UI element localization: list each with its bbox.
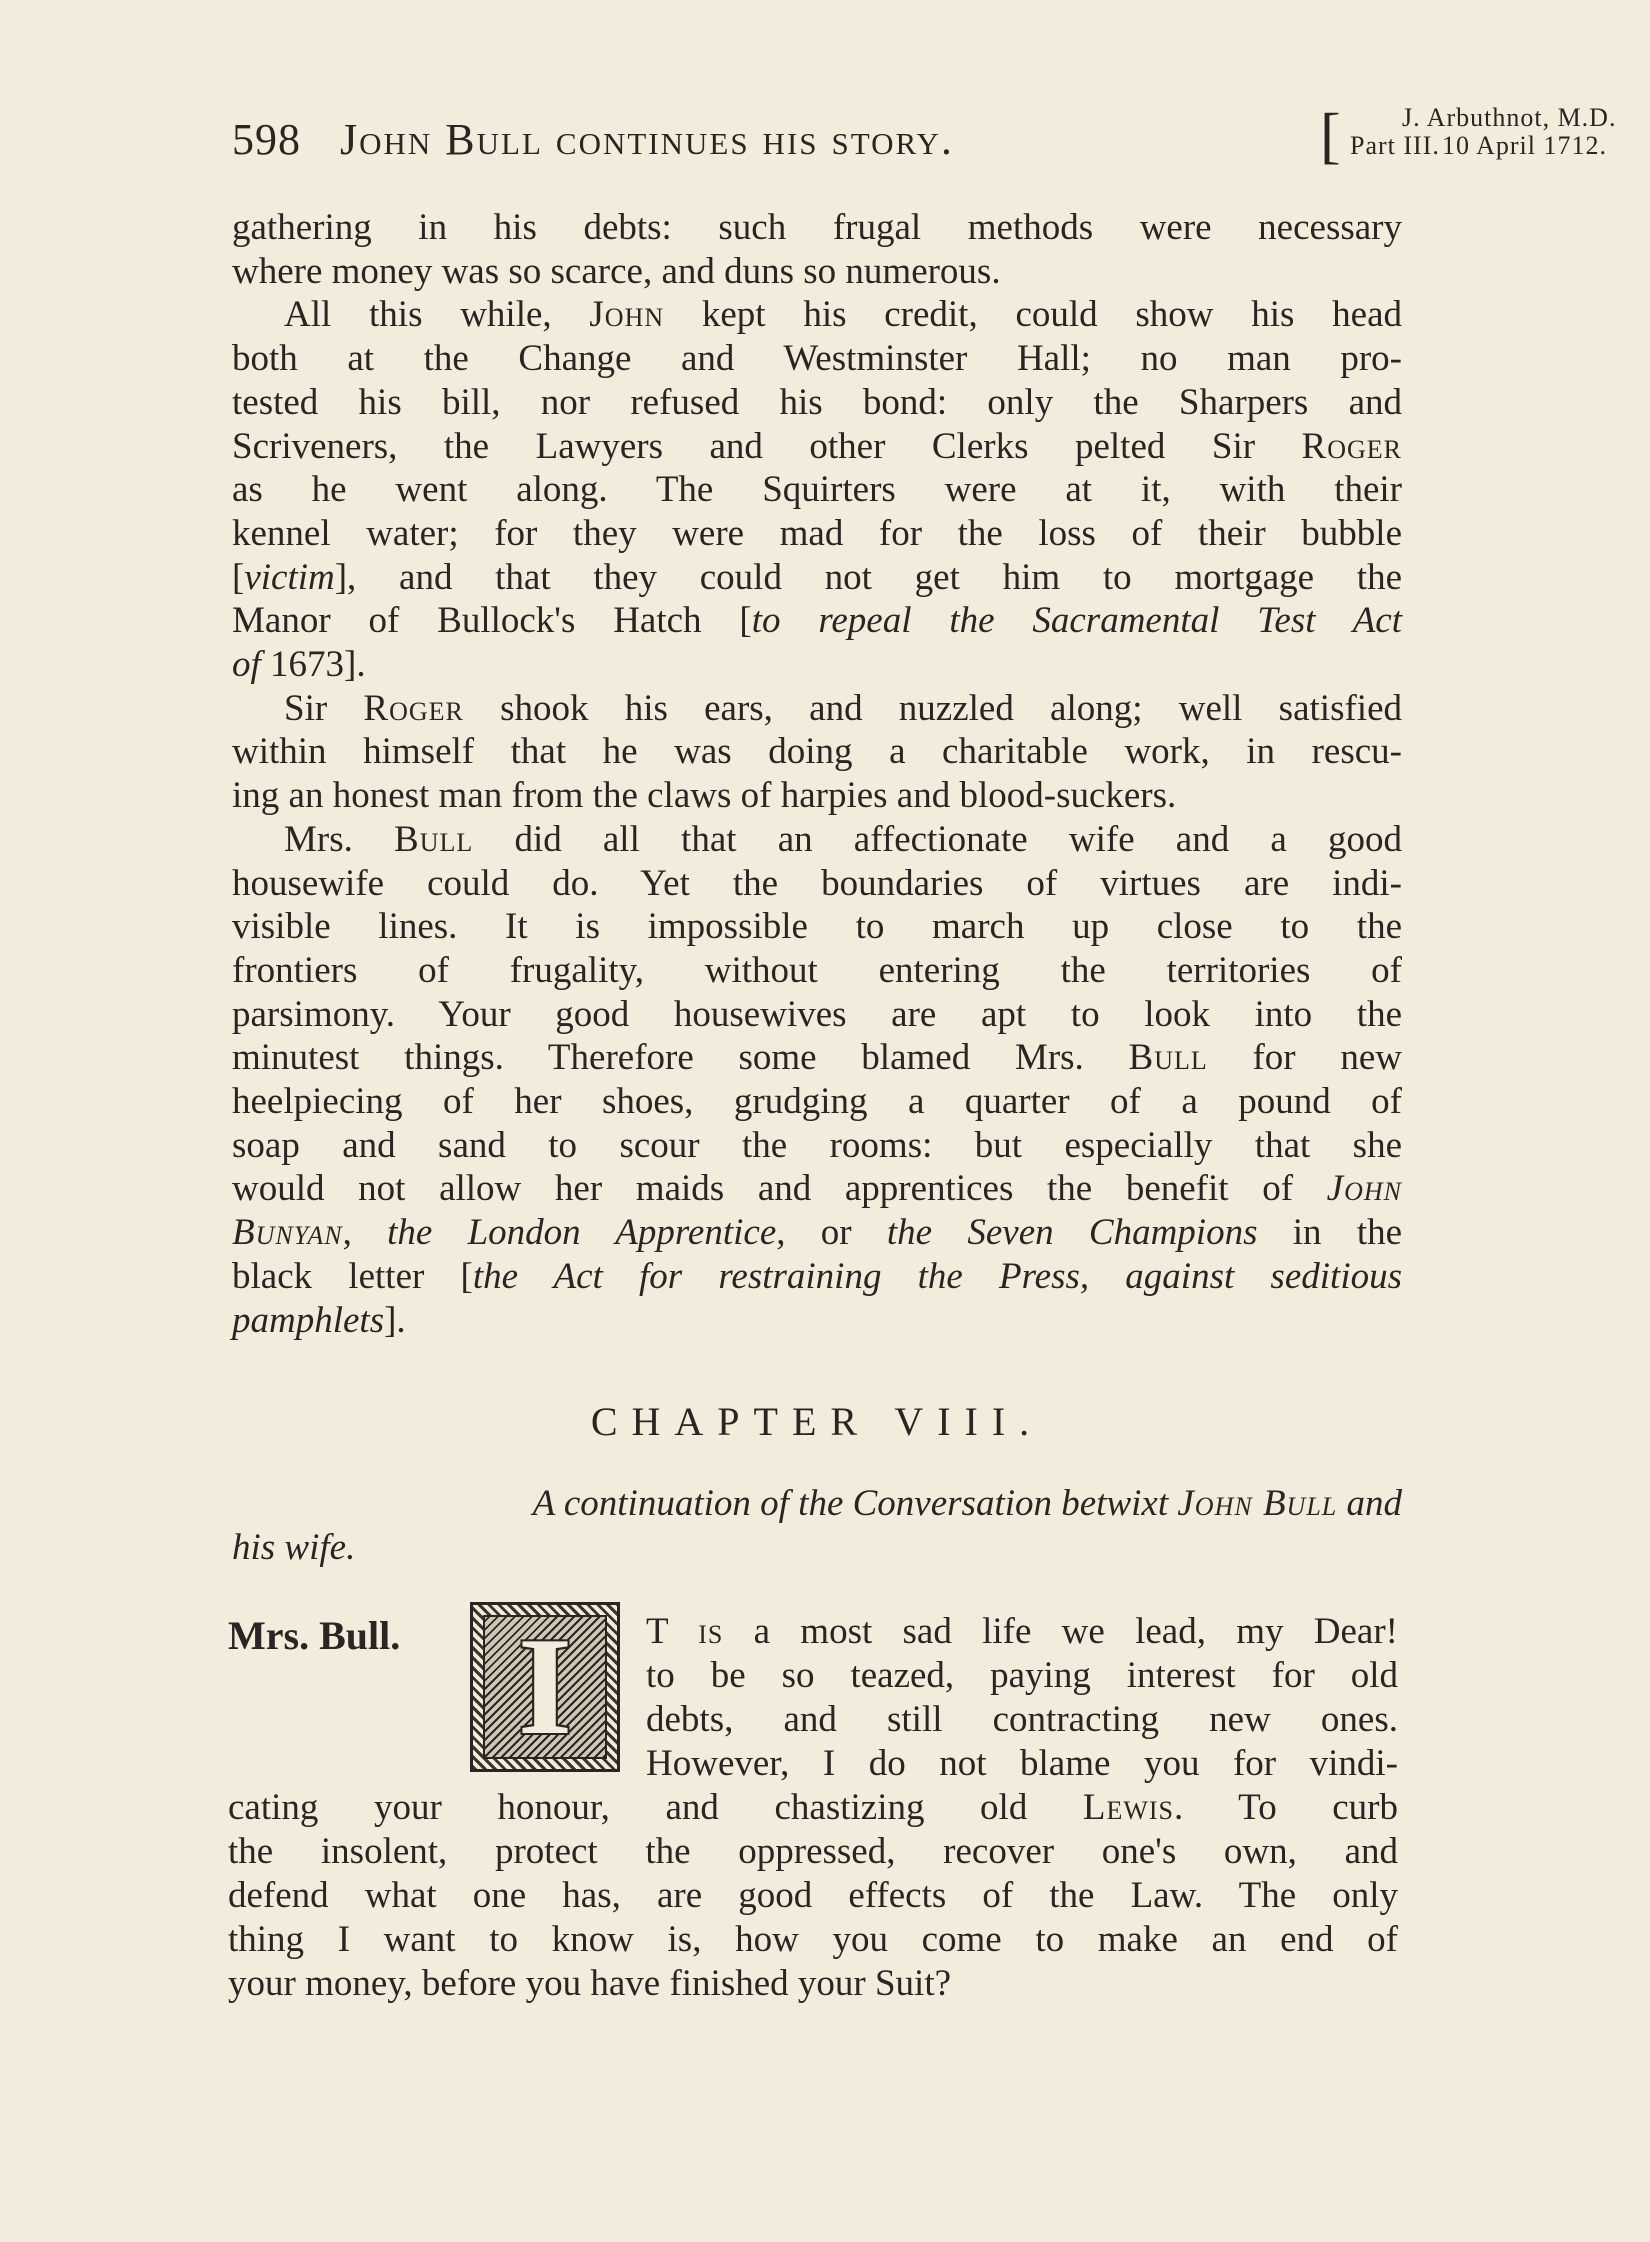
subtitle-line: A continuation of the Conversation betwixt John Bull and xyxy=(532,1483,1402,1524)
text-line: All this while, John kept his credit, could show his head xyxy=(284,294,1402,336)
text-line: pamphlets]. xyxy=(232,1299,406,1341)
text-line: Scriveners, the Lawyers and other Clerks pelted Sir Roger xyxy=(232,425,1402,467)
text-line: as he went along. The Squirters were at it, with their xyxy=(232,469,1402,511)
text-line: of 1673]. xyxy=(232,644,366,686)
text-line: defend what one has, are good effects of the Law. The only xyxy=(228,1875,1398,1916)
text-line: [victim], and that they could not get him to mortgage the xyxy=(232,556,1402,598)
side-bracket: [ xyxy=(1320,102,1342,170)
text-line: your money, before you have finished your Suit? xyxy=(228,1963,952,2004)
initial-letter: I xyxy=(517,1609,573,1764)
side-part: Part III. xyxy=(1350,131,1440,160)
chapter-subtitle xyxy=(232,1482,1402,1570)
speech-opening xyxy=(646,1610,1398,1786)
text-line: where money was so scarce, and duns so numerous. xyxy=(232,250,1001,292)
text-line: would not allow her maids and apprentices the benefit of John xyxy=(232,1168,1402,1210)
text-line: parsimony. Your good housewives are apt to look into the xyxy=(232,993,1402,1035)
text-line: heelpiecing of her shoes, grudging a quarter of a pound of xyxy=(232,1081,1402,1123)
chapter-heading: CHAPTER VIII. xyxy=(590,1399,1044,1444)
text-line: tested his bill, nor refused his bond: only the Sharpers and xyxy=(232,381,1402,423)
running-title: John Bull continues his story. xyxy=(340,115,954,164)
text-line: However, I do not blame you for vindi- xyxy=(646,1743,1398,1784)
text-line: T is a most sad life we lead, my Dear! xyxy=(646,1611,1398,1652)
text-line: thing I want to know is, how you come to make an end of xyxy=(228,1919,1398,1960)
text-line: both at the Change and Westminster Hall; no man pro- xyxy=(232,338,1402,380)
text-line: housewife could do. Yet the boundaries of virtues are indi- xyxy=(232,862,1402,904)
text-line: within himself that he was doing a charitable work, in rescu- xyxy=(232,731,1402,773)
text-line: ing an honest man from the claws of harpies and blood-suckers. xyxy=(232,775,1177,817)
text-line: gathering in his debts: such frugal methods were necessary xyxy=(232,207,1402,248)
ornamental-initial xyxy=(470,1602,620,1772)
page-number: 598 xyxy=(232,115,301,164)
text-line: the insolent, protect the oppressed, recover one's own, and xyxy=(228,1831,1398,1872)
text-line: frontiers of frugality, without entering the territories of xyxy=(232,949,1402,991)
text-line: Manor of Bullock's Hatch [to repeal the Sacramental Test Act xyxy=(232,600,1402,642)
subtitle-line: his wife. xyxy=(232,1527,356,1568)
text-line: black letter [the Act for restraining the Press, against seditious xyxy=(232,1255,1402,1297)
body-text xyxy=(232,206,1402,1342)
text-line: Sir Roger shook his ears, and nuzzled along; well satisfied xyxy=(284,687,1402,729)
side-date: 10 April 1712. xyxy=(1442,131,1607,160)
side-author: J. Arbuthnot, M.D. xyxy=(1402,103,1617,132)
speech-continuation xyxy=(228,1786,1398,2006)
text-line: cating your honour, and chastizing old Lewis. To curb xyxy=(228,1787,1398,1828)
text-line: Bunyan, the London Apprentice, or the Seven Champions in the xyxy=(232,1212,1403,1254)
text-line: to be so teazed, paying interest for old xyxy=(646,1655,1398,1696)
text-line: minutest things. Therefore some blamed Mrs. Bull for new xyxy=(232,1037,1402,1079)
text-line: soap and sand to scour the rooms: but especially that she xyxy=(232,1124,1402,1166)
running-header xyxy=(232,96,1617,176)
text-line: visible lines. It is impossible to march up close to the xyxy=(232,906,1402,948)
text-line: Mrs. Bull did all that an affectionate wife and a good xyxy=(284,818,1402,860)
text-line: kennel water; for they were mad for the loss of their bubble xyxy=(232,512,1402,554)
speaker-label: Mrs. Bull. xyxy=(228,1613,401,1658)
text-line: debts, and still contracting new ones. xyxy=(646,1699,1398,1740)
